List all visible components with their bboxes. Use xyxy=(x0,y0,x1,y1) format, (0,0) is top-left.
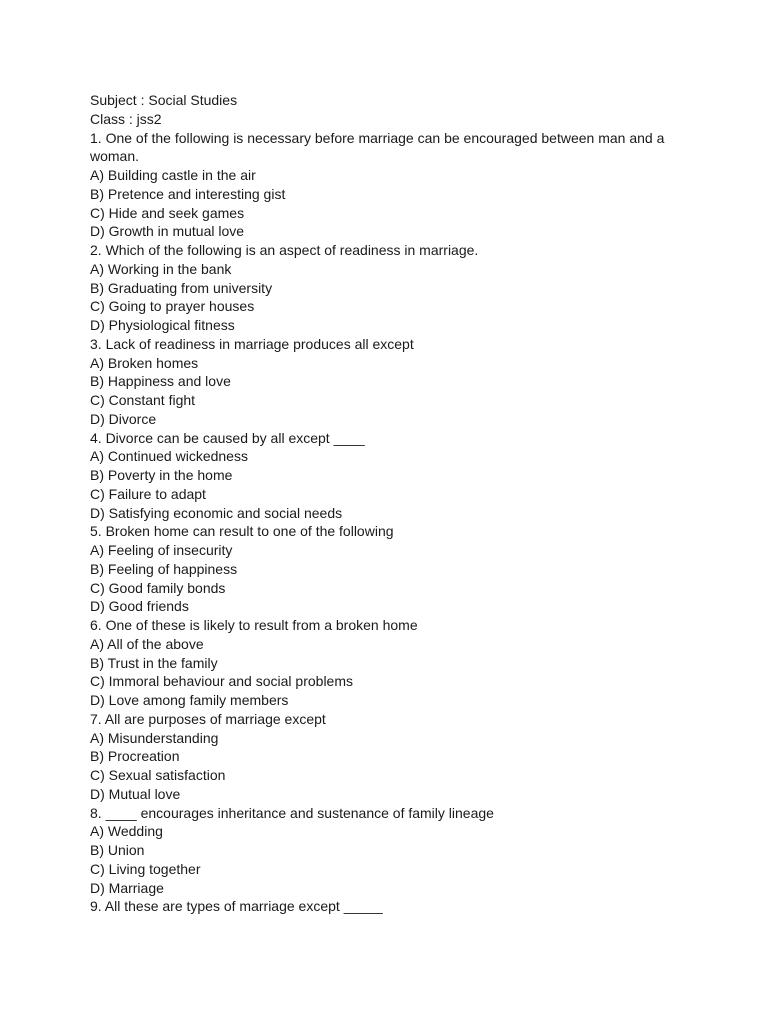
question-8: 8. ____ encourages inheritance and sustenance of family lineage xyxy=(90,804,494,821)
question-9: 9. All these are types of marriage except _____ xyxy=(90,898,383,915)
question-4: 4. Divorce can be caused by all except ____ xyxy=(90,429,365,446)
question-5: 5. Broken home can result to one of the following xyxy=(90,523,394,540)
document-page xyxy=(90,91,690,916)
question-6: 6. One of these is likely to result from a broken home xyxy=(90,617,418,633)
question-1-option-d: D) Growth in mutual love xyxy=(90,223,245,240)
question-8-option-c: C) Living together xyxy=(90,860,201,877)
question-1-option-b: B) Pretence and interesting gist xyxy=(90,185,286,202)
question-7-option-d: D) Mutual love xyxy=(90,785,181,802)
question-3-option-c: C) Constant fight xyxy=(90,392,196,408)
question-1-option-a: A) Building castle in the air xyxy=(90,167,256,183)
question-5-option-d: D) Good friends xyxy=(90,598,189,615)
question-2-option-c: C) Going to prayer houses xyxy=(90,298,255,315)
question-5-option-c: C) Good family bonds xyxy=(90,579,226,596)
question-6-option-a: A) All of the above xyxy=(90,635,204,652)
question-4-option-a: A) Continued wickedness xyxy=(90,448,248,465)
question-7-option-b: B) Procreation xyxy=(90,748,180,765)
question-7-option-c: C) Sexual satisfaction xyxy=(90,767,226,783)
question-8-option-a: A) Wedding xyxy=(90,823,163,840)
subject-line: Subject : Social Studies xyxy=(90,92,238,108)
question-2-option-d: D) Physiological fitness xyxy=(90,317,235,333)
question-5-option-a: A) Feeling of insecurity xyxy=(90,542,233,558)
question-4-option-d: D) Satisfying economic and social needs xyxy=(90,504,343,521)
question-4-option-c: C) Failure to adapt xyxy=(90,485,206,502)
question-3: 3. Lack of readiness in marriage produces all except xyxy=(90,335,414,352)
question-7: 7. All are purposes of marriage except xyxy=(90,710,326,727)
question-4-option-b: B) Poverty in the home xyxy=(90,467,233,483)
question-8-option-b: B) Union xyxy=(90,842,145,858)
question-3-option-a: A) Broken homes xyxy=(90,354,199,371)
question-7-option-a: A) Misunderstanding xyxy=(90,729,219,746)
question-6-option-b: B) Trust in the family xyxy=(90,654,218,671)
class-line: Class : jss2 xyxy=(90,110,162,127)
question-2-option-b: B) Graduating from university xyxy=(90,279,273,296)
question-3-option-b: B) Happiness and love xyxy=(90,373,231,390)
question-8-option-d: D) Marriage xyxy=(90,879,164,896)
question-5-option-b: B) Feeling of happiness xyxy=(90,560,238,577)
question-2-option-a: A) Working in the bank xyxy=(90,260,232,277)
question-6-option-d: D) Love among family members xyxy=(90,692,289,708)
question-2: 2. Which of the following is an aspect of readiness in marriage. xyxy=(90,242,479,258)
question-3-option-d: D) Divorce xyxy=(90,410,157,427)
question-6-option-c: C) Immoral behaviour and social problems xyxy=(90,673,353,690)
question-1-option-c: C) Hide and seek games xyxy=(90,204,245,221)
question-1: 1. One of the following is necessary before marriage can be encouraged between man and a woman. xyxy=(90,129,669,165)
